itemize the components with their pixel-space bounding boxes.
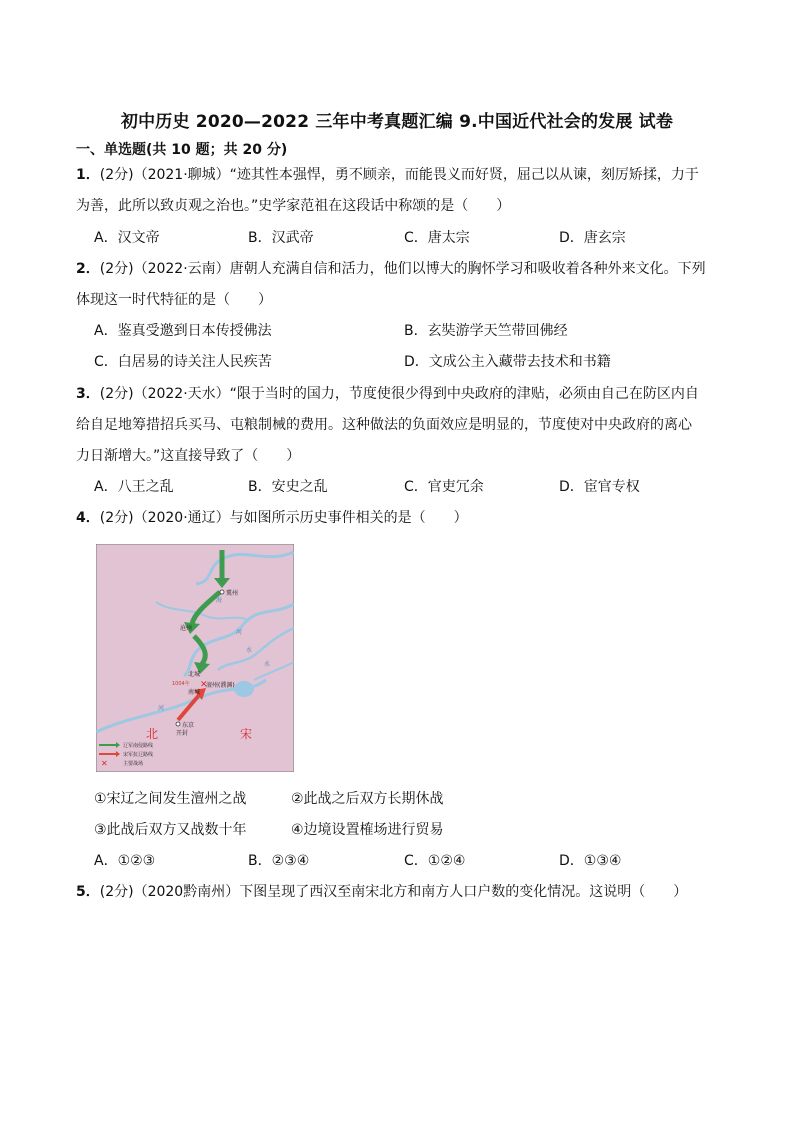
q3-option-b[interactable]: B．安史之乱 xyxy=(248,479,328,495)
question-2-line-2: 体现这一时代特征的是（ ） xyxy=(76,292,272,308)
q4-statement-3: ③此战后双方又战数十年 xyxy=(94,822,247,838)
question-text: 与如图所示历史事件相关的是（ ） xyxy=(229,510,468,526)
section-heading: 一、单选题(共 10 题；共 20 分) xyxy=(76,142,288,158)
water-label: 海 xyxy=(216,597,223,604)
q4-option-c[interactable]: C．①②④ xyxy=(404,853,466,869)
battle-marker: ✕ xyxy=(200,680,208,690)
place-label: 开封 xyxy=(176,730,189,737)
q4-statement-1: ①宋辽之间发生澶州之战 xyxy=(94,791,247,807)
q3-option-c[interactable]: C．官吏冗余 xyxy=(404,479,484,495)
q1-option-b[interactable]: B．汉武帝 xyxy=(248,230,314,246)
q4-statement-4: ④边境设置榷场进行贸易 xyxy=(291,822,444,838)
question-5-line-1 xyxy=(76,882,687,902)
question-meta: (2分)（2022·天水） xyxy=(99,386,230,402)
q4-option-b[interactable]: B．②③④ xyxy=(248,853,310,869)
q2-option-d[interactable]: D．文成公主入藏带去技术和书籍 xyxy=(404,354,611,370)
question-number: 2． xyxy=(76,261,100,277)
question-meta: (2分)（2022·云南） xyxy=(99,261,230,277)
q4-option-a[interactable]: A．①②③ xyxy=(94,853,156,869)
q1-option-d[interactable]: D．唐玄宗 xyxy=(559,230,626,246)
q2-option-a[interactable]: A．鉴真受邀到日本传授佛法 xyxy=(94,323,272,339)
place-marker xyxy=(176,722,180,726)
water-label: 河 xyxy=(236,629,243,636)
q1-option-c[interactable]: C．唐太宗 xyxy=(404,230,470,246)
legend-battle-icon: ✕ xyxy=(101,759,108,768)
question-3-line-1 xyxy=(76,384,699,404)
q2-option-c[interactable]: C．白居易的诗关注人民疾苦 xyxy=(94,354,272,370)
question-text: “迹其性本强悍，勇不顾亲，而能畏义而好贤，屈己以从谏，刻厉矫揉，力于 xyxy=(229,167,699,183)
water-label: 河 xyxy=(158,705,165,712)
year-label: 1004年 xyxy=(172,681,190,687)
place-label: 澶州(濮渊) xyxy=(206,682,235,689)
question-text: 唐朝人充满自信和活力，他们以博大的胸怀学习和吸收着各种外来文化。下列 xyxy=(229,261,706,277)
question-meta: (2分)（2021·聊城） xyxy=(99,167,230,183)
lake xyxy=(234,681,254,697)
question-text: “限于当时的国力，节度使很少得到中央政府的津贴，必须由自己在防区内自 xyxy=(229,386,699,402)
legend-label: 宋军抗辽路线 xyxy=(123,752,154,758)
place-marker xyxy=(220,590,224,594)
q4-statement-2: ②此战之后双方长期休战 xyxy=(291,791,444,807)
question-1-line-1 xyxy=(76,165,699,185)
map-land xyxy=(96,544,294,772)
question-1-line-2: 为善，此所以致贞观之治也。”史学家范祖在这段话中称颂的是（ ） xyxy=(76,198,511,214)
region-label: 宋 xyxy=(240,727,253,741)
place-label: 冀州 xyxy=(226,590,239,597)
place-label: 沧州 xyxy=(180,625,193,632)
q3-option-d[interactable]: D．宦官专权 xyxy=(559,479,640,495)
legend-label: 辽军南侵路线 xyxy=(123,743,154,749)
question-number: 5． xyxy=(76,884,100,900)
q1-option-a[interactable]: A．汉文帝 xyxy=(94,230,160,246)
water-label: 水 xyxy=(246,647,253,654)
question-3-line-3: 力日渐增大。”这直接导致了（ ） xyxy=(76,448,301,464)
question-4-line-1 xyxy=(76,508,468,528)
place-label: 东京 xyxy=(182,722,195,729)
place-label: 北城 xyxy=(188,671,201,678)
question-meta: (2分)（2020·通辽） xyxy=(99,510,230,526)
water-label: 水 xyxy=(264,661,271,668)
question-number: 4． xyxy=(76,510,100,526)
question-number: 1． xyxy=(76,167,100,183)
q2-option-b[interactable]: B．玄奘游学天竺带回佛经 xyxy=(404,323,568,339)
place-label: 南城 xyxy=(188,689,201,696)
q4-option-d[interactable]: D．①③④ xyxy=(559,853,622,869)
question-2-line-1 xyxy=(76,259,706,279)
question-text: 下图呈现了西汉至南宋北方和南方人口户数的变化情况。这说明（ ） xyxy=(239,884,688,900)
question-3-line-2: 给自足地筹措招兵买马、屯粮制械的费用。这种做法的负面效应是明显的，节度使对中央政府的离心 xyxy=(76,417,692,433)
region-label: 北 xyxy=(146,727,159,741)
q3-option-a[interactable]: A．八王之乱 xyxy=(94,479,174,495)
question-meta: (2分)（2020黔南州） xyxy=(99,884,240,900)
question-number: 3． xyxy=(76,386,100,402)
page-title: 初中历史 2020—2022 三年中考真题汇编 9.中国近代社会的发展 试卷 xyxy=(120,112,674,132)
legend-label: 主要战场 xyxy=(123,761,144,767)
historical-map xyxy=(96,544,294,772)
